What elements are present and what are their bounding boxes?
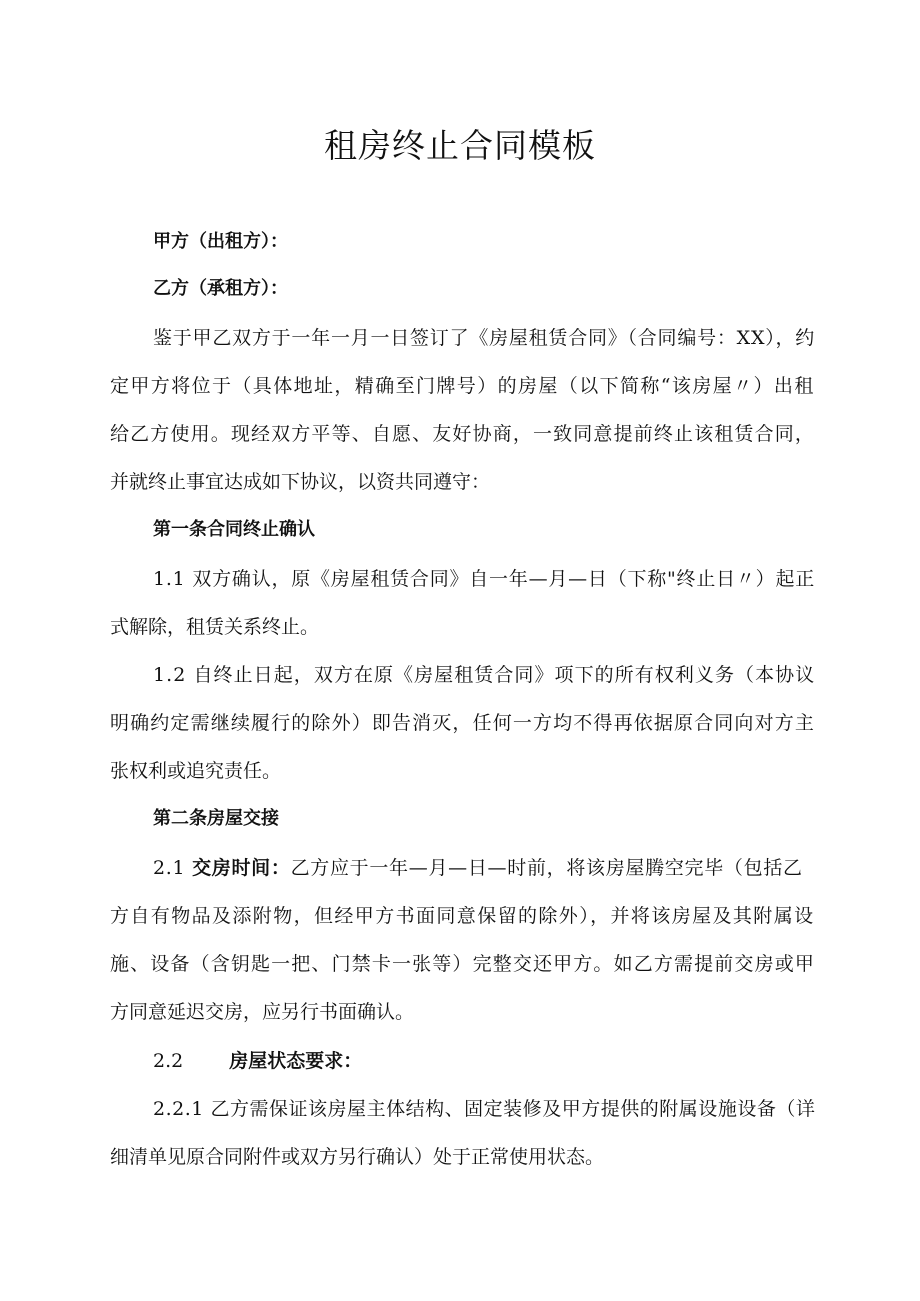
clause-line: 1.1 双方确认，原《房屋租赁合同》自一年—月—日（下称"终止日〃）起正 bbox=[153, 568, 815, 590]
preamble-line: 定甲方将位于（具体地址，精确至门牌号）的房屋（以下简称“该房屋〃）出租 bbox=[110, 375, 815, 397]
clause-line: 方自有物品及添附物，但经甲方书面同意保留的除外），并将该房屋及其附属设 bbox=[110, 905, 815, 927]
clause-line: 式解除，租赁关系终止。 bbox=[110, 616, 320, 638]
clause-line: 方同意延迟交房，应另行书面确认。 bbox=[110, 1001, 415, 1023]
clause-line bbox=[153, 855, 803, 881]
clause-text: 乙方应于一年—月—日—时前，将该房屋腾空完毕（包括乙 bbox=[290, 857, 803, 879]
clause-line: 细清单见原合同附件或双方另行确认）处于正常使用状态。 bbox=[110, 1146, 605, 1168]
document-title: 租房终止合同模板 bbox=[324, 126, 596, 165]
clause-number: 2.2 bbox=[153, 1050, 184, 1072]
clause-label: 交房时间： bbox=[192, 857, 291, 879]
preamble-line: 鉴于甲乙双方于一年一月一日签订了《房屋租赁合同》（合同编号：XX），约 bbox=[153, 327, 816, 349]
clause-number: 2.1 bbox=[153, 857, 186, 879]
clause-line: 1.2 自终止日起，双方在原《房屋租赁合同》项下的所有权利义务（本协议 bbox=[153, 664, 816, 686]
party-a-label: 甲方（出租方）： bbox=[153, 231, 288, 252]
preamble-line: 并就终止事宜达成如下协议，以资共同遵守： bbox=[110, 471, 491, 493]
clause-2-2 bbox=[153, 1048, 362, 1074]
clause-line: 施、设备（含钥匙一把、门禁卡一张等）完整交还甲方。如乙方需提前交房或甲 bbox=[110, 953, 816, 975]
article-2-heading: 第二条房屋交接 bbox=[153, 808, 279, 829]
clause-line: 明确约定需继续履行的除外）即告消灭，任何一方均不得再依据原合同向对方主 bbox=[110, 712, 816, 734]
preamble-line: 给乙方使用。现经双方平等、自愿、友好协商，一致同意提前终止该租赁合同， bbox=[110, 423, 816, 445]
clause-line: 2.2.1 乙方需保证该房屋主体结构、固定装修及甲方提供的附属设施设备（详 bbox=[153, 1098, 816, 1120]
party-b-label: 乙方（承租方）： bbox=[153, 278, 288, 299]
clause-line: 张权利或追究责任。 bbox=[110, 760, 282, 782]
article-1-heading: 第一条合同终止确认 bbox=[153, 519, 315, 540]
clause-label: 房屋状态要求： bbox=[229, 1050, 363, 1072]
